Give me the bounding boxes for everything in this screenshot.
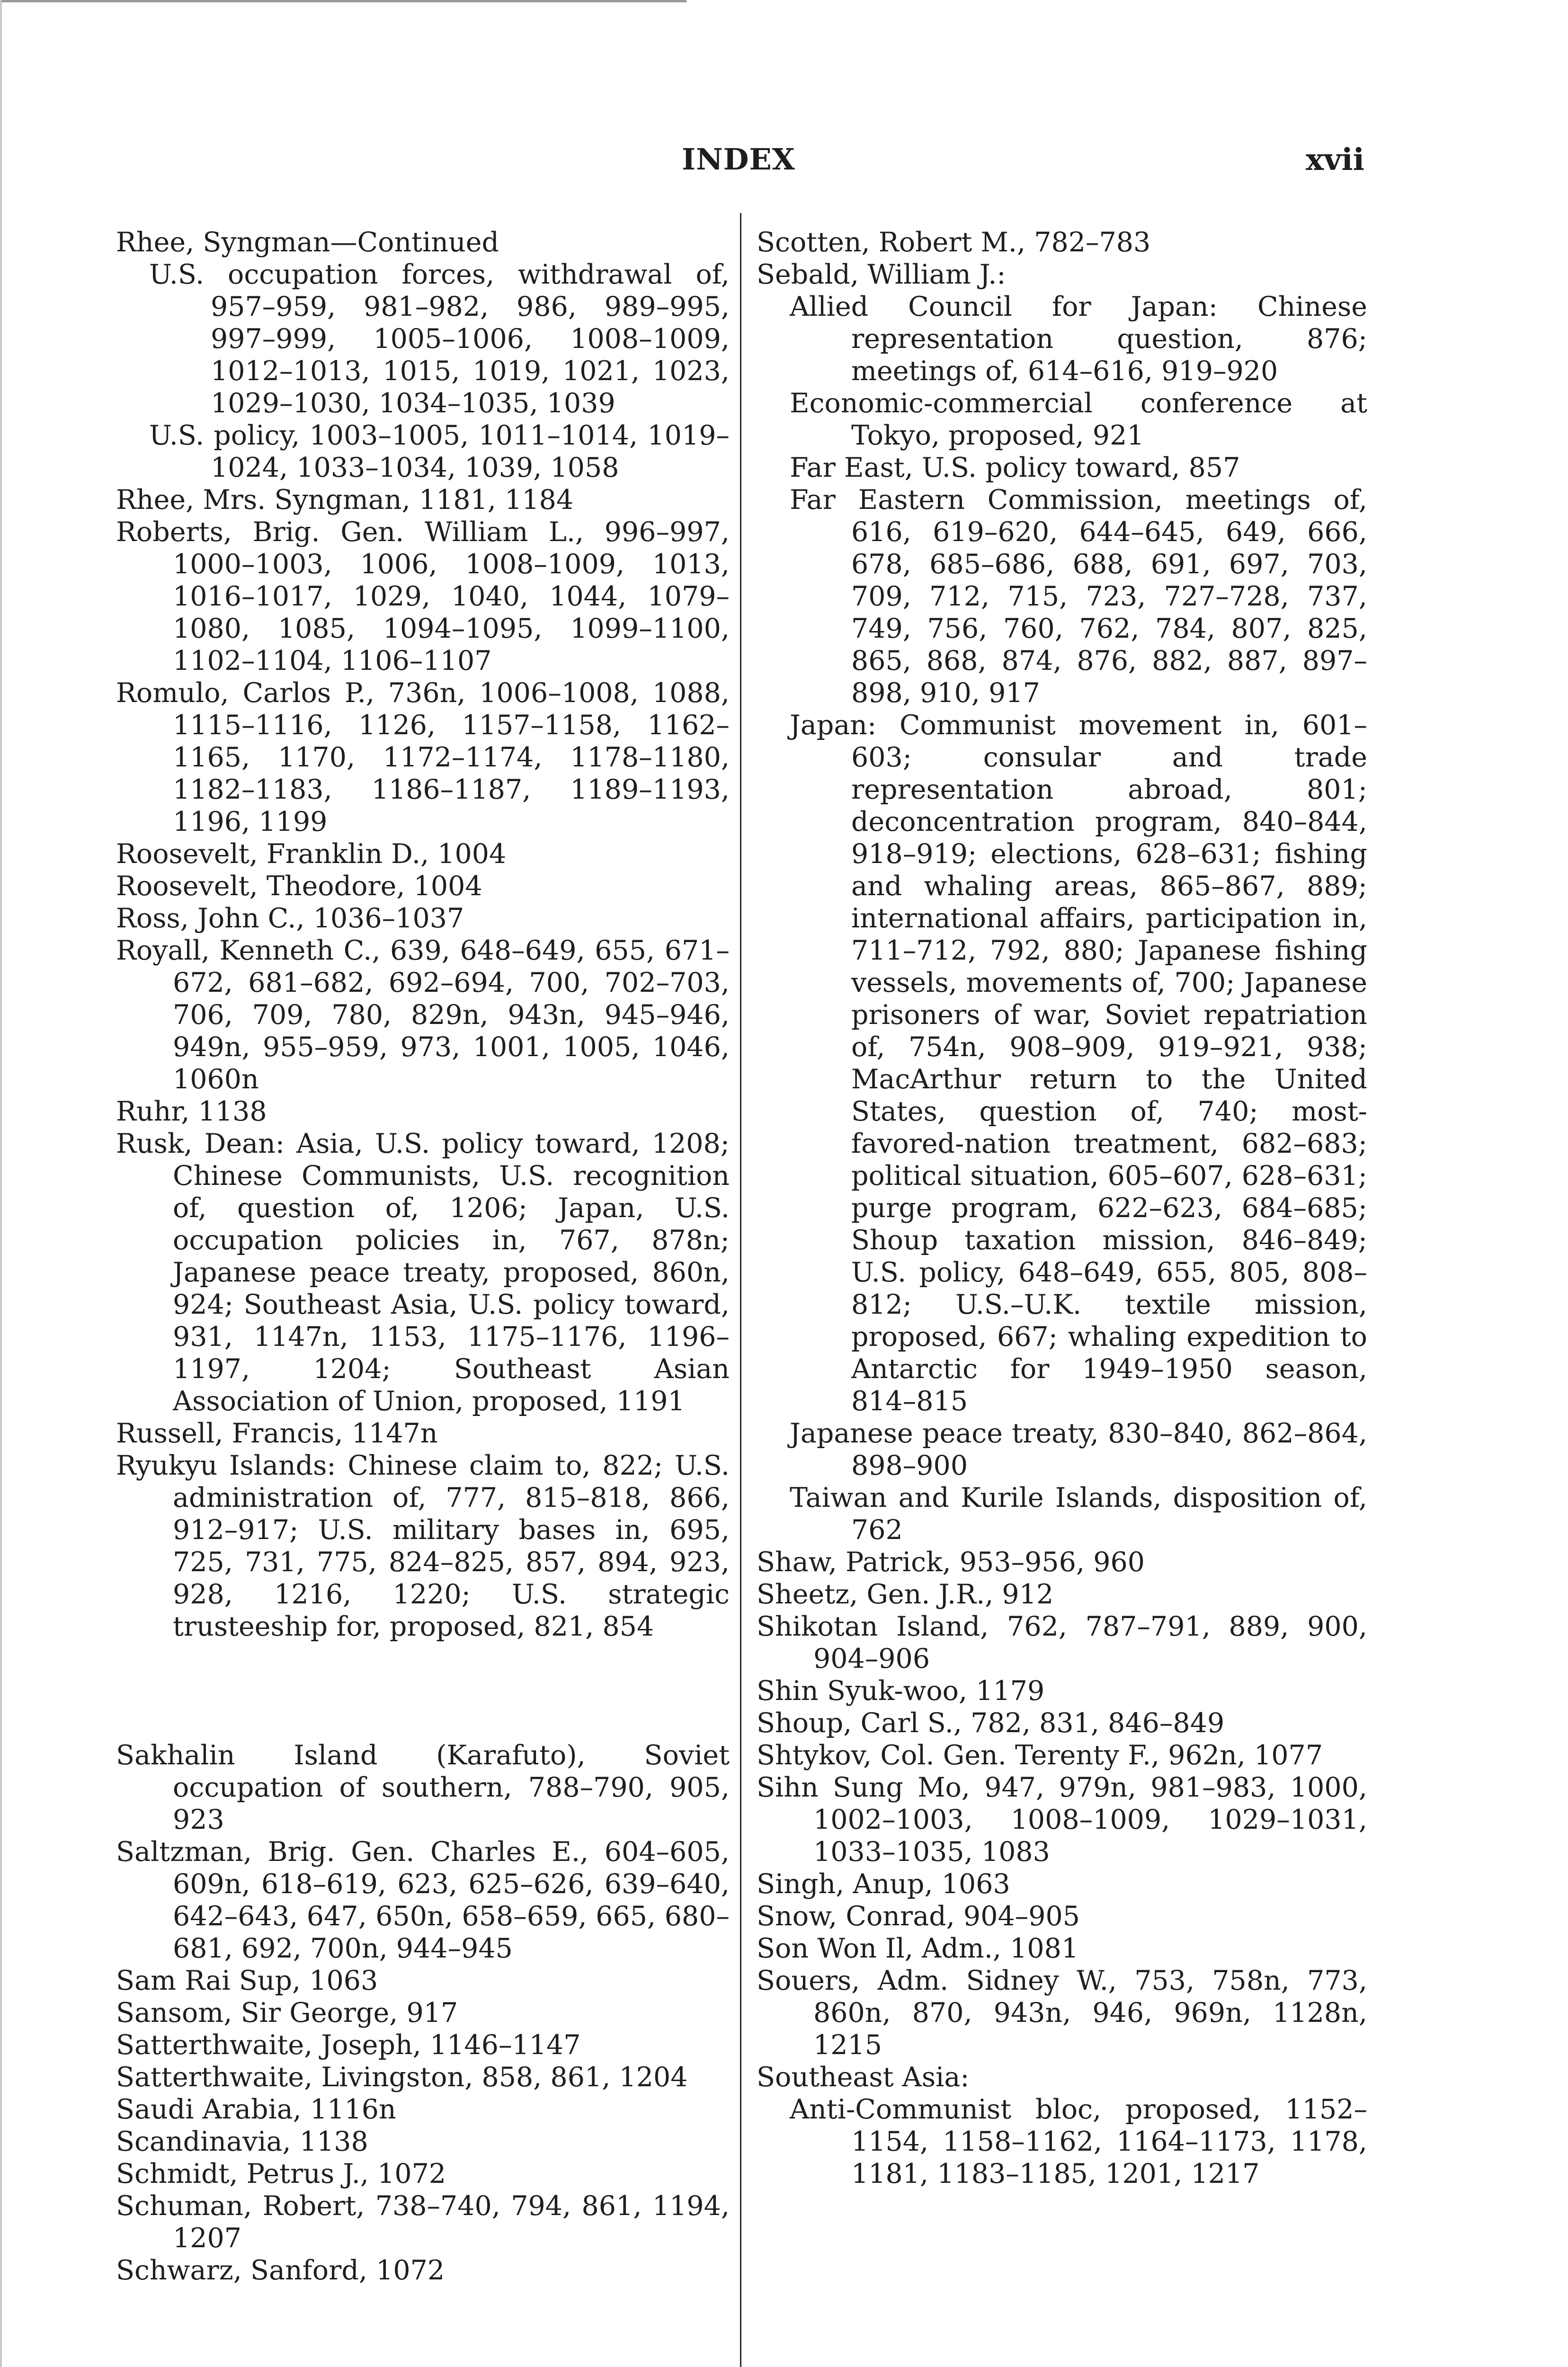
column-divider — [740, 213, 741, 2367]
index-subentry: U.S. occupation forces, withdrawal of, 957–959, 981–982, 986, 989–995, 997–999, 1005–1006, 1008–1009, 1012–1013, 1015, 1019, 1021, 1023, 1029–1030, 1034–1035, 1039 — [149, 259, 730, 419]
index-subentry: U.S. policy, 1003–1005, 1011–1014, 1019–1024, 1033–1034, 1039, 1058 — [149, 420, 730, 483]
page-left-edge — [0, 0, 2, 2367]
index-entry: Snow, Conrad, 904–905 — [757, 1901, 1080, 1932]
index-entry: Satterthwaite, Joseph, 1146–1147 — [116, 2029, 581, 2061]
index-subentry: Japan: Communist movement in, 601–603; consular and trade representation abroad, 801; deconcentration program, 840–844, 918–919; elections, 628–631; fishing and whaling areas, 865–867, 889; international affairs, participation in, 711–712, 792, 880; Japanese fishing vessels, movements of, 700; Japanese prisoners of war, Soviet repatriation of, 754n, 908–909, 919–921, 938; MacArthur return to the United States, question of, 740; most-favored-nation treatment, 682–683; political situation, 605–607, 628–631; purge program, 622–623, 684–685; Shoup taxation mission, 846–849; U.S. policy, 648–649, 655, 805, 808–812; U.S.–U.K. textile mission, proposed, 667; whaling expedition to Antarctic for 1949–1950 season, 814–815 — [790, 710, 1367, 1417]
index-entry: Rhee, Mrs. Syngman, 1181, 1184 — [116, 484, 574, 516]
page-top-rule — [0, 0, 686, 2]
index-subentry: Japanese peace treaty, 830–840, 862–864, 898–900 — [790, 1418, 1367, 1481]
index-entry: Scandinavia, 1138 — [116, 2126, 368, 2157]
index-subentry: Far Eastern Commission, meetings of, 616, 619–620, 644–645, 649, 666, 678, 685–686, 688, 691, 697, 703, 709, 712, 715, 723, 727–728, 737, 749, 756, 760, 762, 784, 807, 825, 865, 868, 874, 876, 882, 887, 897–898, 910, 917 — [790, 484, 1367, 709]
index-subentry: Allied Council for Japan: Chinese representation question, 876; meetings of, 614–616, 919–920 — [790, 291, 1367, 387]
index-entry: Sakhalin Island (Karafuto), Soviet occupation of southern, 788–790, 905, 923 — [116, 1740, 730, 1835]
index-title: INDEX — [682, 142, 795, 177]
letter-section-gap — [116, 1670, 730, 1712]
index-entry: Rusk, Dean: Asia, U.S. policy toward, 1208; Chinese Communists, U.S. recognition of, question of, 1206; Japan, U.S. occupation policies in, 767, 878n; Japanese peace treaty, proposed, 860n, 924; Southeast Asia, U.S. policy toward, 931, 1147n, 1153, 1175–1176, 1196–1197, 1204; Southeast Asian Association of Union, proposed, 1191 — [116, 1128, 730, 1417]
page-number: xvii — [1306, 142, 1364, 178]
index-subentry: Economic-commercial conference at Tokyo, proposed, 921 — [790, 388, 1367, 451]
running-head — [0, 142, 1568, 185]
index-entry: Shin Syuk-woo, 1179 — [757, 1675, 1045, 1707]
index-entry: Singh, Anup, 1063 — [757, 1869, 1010, 1900]
index-entry: Sam Rai Sup, 1063 — [116, 1965, 378, 1996]
index-entry: Shikotan Island, 762, 787–791, 889, 900, 904–906 — [757, 1611, 1367, 1674]
index-entry: Sansom, Sir George, 917 — [116, 1997, 458, 2029]
index-entry: Roosevelt, Franklin D., 1004 — [116, 838, 507, 870]
index-subentry: Anti-Communist bloc, proposed, 1152–1154, 1158–1162, 1164–1173, 1178, 1181, 1183–1185, 1201, 1217 — [790, 2094, 1367, 2189]
index-entry: Ruhr, 1138 — [116, 1096, 267, 1127]
index-entry: Saudi Arabia, 1116n — [116, 2094, 396, 2125]
index-entry: Royall, Kenneth C., 639, 648–649, 655, 671–672, 681–682, 692–694, 700, 702–703, 706, 709, 780, 829n, 943n, 945–946, 949n, 955–959, 973, 1001, 1005, 1046, 1060n — [116, 935, 730, 1095]
index-entry: Ryukyu Islands: Chinese claim to, 822; U.S. administration of, 777, 815–818, 866, 912–917; U.S. military bases in, 695, 725, 731, 775, 824–825, 857, 894, 923, 928, 1216, 1220; U.S. strategic trusteeship for, proposed, 821, 854 — [116, 1450, 730, 1642]
index-entry: Shaw, Patrick, 953–956, 960 — [757, 1547, 1145, 1578]
index-entry: Schmidt, Petrus J., 1072 — [116, 2158, 446, 2189]
index-entry: Shoup, Carl S., 782, 831, 846–849 — [757, 1708, 1225, 1739]
index-entry: Satterthwaite, Livingston, 858, 861, 1204 — [116, 2062, 688, 2093]
index-subentry: Far East, U.S. policy toward, 857 — [790, 452, 1240, 483]
index-entry: Sihn Sung Mo, 947, 979n, 981–983, 1000, 1002–1003, 1008–1009, 1029–1031, 1033–1035, 1083 — [757, 1772, 1367, 1868]
index-entry: Romulo, Carlos P., 736n, 1006–1008, 1088, 1115–1116, 1126, 1157–1158, 1162–1165, 1170, 1172–1174, 1178–1180, 1182–1183, 1186–1187, 1189–1193, 1196, 1199 — [116, 677, 730, 837]
left-index-column — [116, 226, 730, 2287]
index-entry: Shtykov, Col. Gen. Terenty F., 962n, 1077 — [757, 1740, 1323, 1771]
index-entry: Roberts, Brig. Gen. William L., 996–997, 1000–1003, 1006, 1008–1009, 1013, 1016–1017, 1029, 1040, 1044, 1079–1080, 1085, 1094–1095, 1099–1100, 1102–1104, 1106–1107 — [116, 516, 730, 676]
index-subentry: Taiwan and Kurile Islands, disposition of, 762 — [790, 1482, 1367, 1546]
right-index-column — [757, 226, 1367, 2190]
index-entry: Scotten, Robert M., 782–783 — [757, 227, 1151, 258]
index-entry: Son Won Il, Adm., 1081 — [757, 1933, 1079, 1964]
index-entry: Rhee, Syngman—Continued — [116, 227, 499, 258]
index-entry: Saltzman, Brig. Gen. Charles E., 604–605, 609n, 618–619, 623, 625–626, 639–640, 642–643, 647, 650n, 658–659, 665, 680–681, 692, 700n, 944–945 — [116, 1836, 730, 1964]
index-entry: Souers, Adm. Sidney W., 753, 758n, 773, 860n, 870, 943n, 946, 969n, 1128n, 1215 — [757, 1965, 1367, 2061]
index-entry: Schwarz, Sanford, 1072 — [116, 2255, 445, 2286]
index-entry: Roosevelt, Theodore, 1004 — [116, 871, 482, 902]
index-entry: Sheetz, Gen. J.R., 912 — [757, 1579, 1054, 1610]
index-entry: Sebald, William J.: — [757, 259, 1006, 290]
index-entry: Ross, John C., 1036–1037 — [116, 903, 464, 934]
index-entry: Schuman, Robert, 738–740, 794, 861, 1194, 1207 — [116, 2190, 730, 2254]
index-entry: Russell, Francis, 1147n — [116, 1418, 438, 1449]
index-entry: Southeast Asia: — [757, 2062, 970, 2093]
